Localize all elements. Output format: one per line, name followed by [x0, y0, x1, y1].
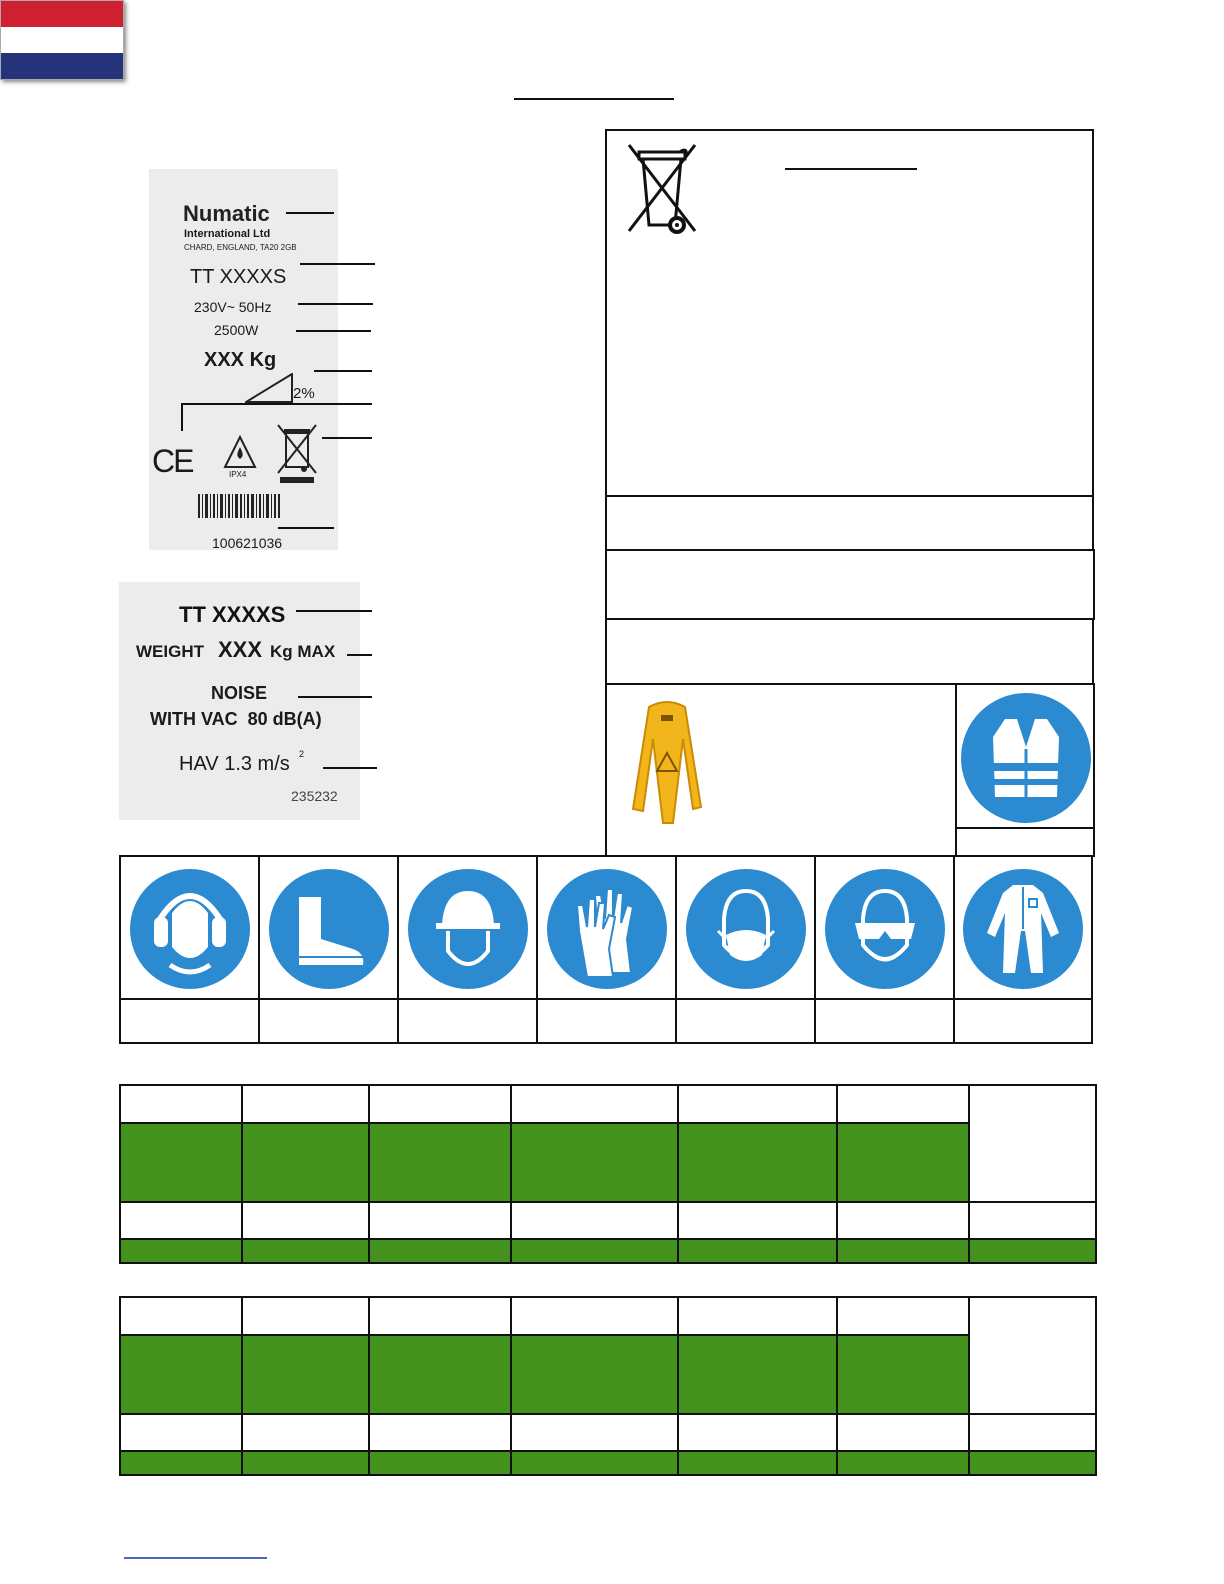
- water-drop-triangle-icon: [223, 435, 257, 469]
- label-brand: Numatic: [183, 201, 270, 226]
- rating-label: [149, 169, 338, 550]
- col-line: [677, 1298, 679, 1474]
- leader2-hav: [323, 767, 377, 769]
- label-model: TT XXXXS: [190, 266, 287, 288]
- ppe-table: [119, 855, 1093, 1044]
- label-weight: XXX Kg: [204, 349, 277, 371]
- leader-brand: [286, 212, 334, 214]
- label2-code: 235232: [291, 788, 338, 804]
- row-line: [121, 1413, 1095, 1415]
- col-line: [968, 1086, 970, 1262]
- leader-ce-vertical: [181, 403, 183, 431]
- safety-boots-icon: [269, 869, 389, 989]
- signs-divider: [955, 685, 957, 857]
- wet-floor-sign-icon: [627, 699, 707, 825]
- ear-protection-icon: [130, 869, 250, 989]
- dust-mask-icon: [686, 869, 806, 989]
- performance-label: [119, 582, 360, 820]
- hi-vis-vest-icon: [961, 693, 1091, 823]
- col-line: [241, 1298, 243, 1474]
- label2-hav: HAV 1.3 m/s: [179, 753, 290, 775]
- ppe-cell-coverall: [955, 857, 1091, 1042]
- slope-triangle-icon: [245, 373, 295, 403]
- label-power: 2500W: [214, 322, 259, 338]
- spec-table-1-green-footer: [121, 1240, 1095, 1262]
- ppe-cell-goggles: [816, 857, 955, 1042]
- leader2-noise: [298, 696, 372, 698]
- ppe-cell-gloves: [538, 857, 677, 1042]
- col-line: [677, 1086, 679, 1262]
- row-line: [121, 1238, 1095, 1240]
- ppe-cell-boots: [260, 857, 399, 1042]
- spec-table-2-green-band: [121, 1335, 969, 1415]
- label2-model: TT XXXXS: [179, 602, 286, 627]
- spec-table-2: [119, 1296, 1097, 1476]
- label-ipx: IPX4: [229, 470, 247, 479]
- info-box-3: [605, 618, 1094, 685]
- spec-table-1: [119, 1084, 1097, 1264]
- label2-noise: NOISE: [211, 683, 268, 703]
- row-line: [121, 1450, 1095, 1452]
- ppe-caption-row-line: [121, 998, 1091, 1000]
- signs-box: [605, 683, 1095, 857]
- label2-hav-superscript: 2: [299, 749, 305, 759]
- leader-bin: [322, 437, 372, 439]
- label2-noise-value: WITH VAC 80 dB(A): [150, 709, 322, 729]
- weee-box: [605, 129, 1094, 497]
- label2-weight-prefix: WEIGHT: [136, 642, 204, 661]
- col-line: [510, 1086, 512, 1262]
- ce-mark-icon: CE: [152, 443, 193, 479]
- hi-vis-caption-line: [955, 827, 1095, 829]
- spec-table-1-green-band: [121, 1123, 969, 1203]
- col-line: [836, 1298, 838, 1474]
- gloves-icon: [547, 869, 667, 989]
- barcode-icon: [198, 494, 280, 518]
- label-voltage: 230V~ 50Hz: [194, 299, 272, 315]
- leader2-weight: [347, 654, 372, 656]
- leader2-model: [296, 610, 372, 612]
- spec-table-2-green-footer: [121, 1452, 1095, 1474]
- leader-ce: [181, 403, 297, 405]
- coverall-icon: [963, 869, 1083, 989]
- hard-hat-icon: [408, 869, 528, 989]
- col-line: [241, 1086, 243, 1262]
- label-serial: 100621036: [212, 535, 283, 550]
- row-line: [121, 1122, 969, 1124]
- leader-company: [300, 263, 375, 265]
- leader-power: [296, 330, 371, 332]
- col-line: [968, 1298, 970, 1474]
- info-box-1: [605, 495, 1094, 551]
- label2-weight-value: XXX: [218, 637, 263, 662]
- leader-slope: [296, 403, 372, 405]
- leader-barcode: [278, 527, 334, 529]
- col-line: [510, 1298, 512, 1474]
- col-line: [836, 1086, 838, 1262]
- crossed-wheelie-bin-icon: [625, 141, 699, 235]
- footer-link-underline[interactable]: [124, 1557, 267, 1559]
- weee-title-underline: [785, 168, 917, 170]
- safety-goggles-icon: [825, 869, 945, 989]
- ppe-cell-ear: [121, 857, 260, 1042]
- dutch-flag-icon: [0, 0, 124, 80]
- crossed-bin-icon: [274, 423, 320, 485]
- col-line: [368, 1086, 370, 1262]
- title-underline: [514, 98, 674, 100]
- leader-voltage: [298, 303, 373, 305]
- label2-weight-suffix: Kg MAX: [270, 642, 336, 661]
- col-line: [368, 1298, 370, 1474]
- label-company: International Ltd: [184, 228, 271, 240]
- label-address: CHARD, ENGLAND, TA20 2GB: [184, 243, 297, 252]
- info-box-2: [605, 549, 1095, 620]
- row-line: [121, 1201, 1095, 1203]
- leader-weight: [314, 370, 372, 372]
- row-line: [121, 1334, 969, 1336]
- ppe-cell-helmet: [399, 857, 538, 1042]
- ppe-cell-mask: [677, 857, 816, 1042]
- label-slope: 2%: [293, 385, 315, 402]
